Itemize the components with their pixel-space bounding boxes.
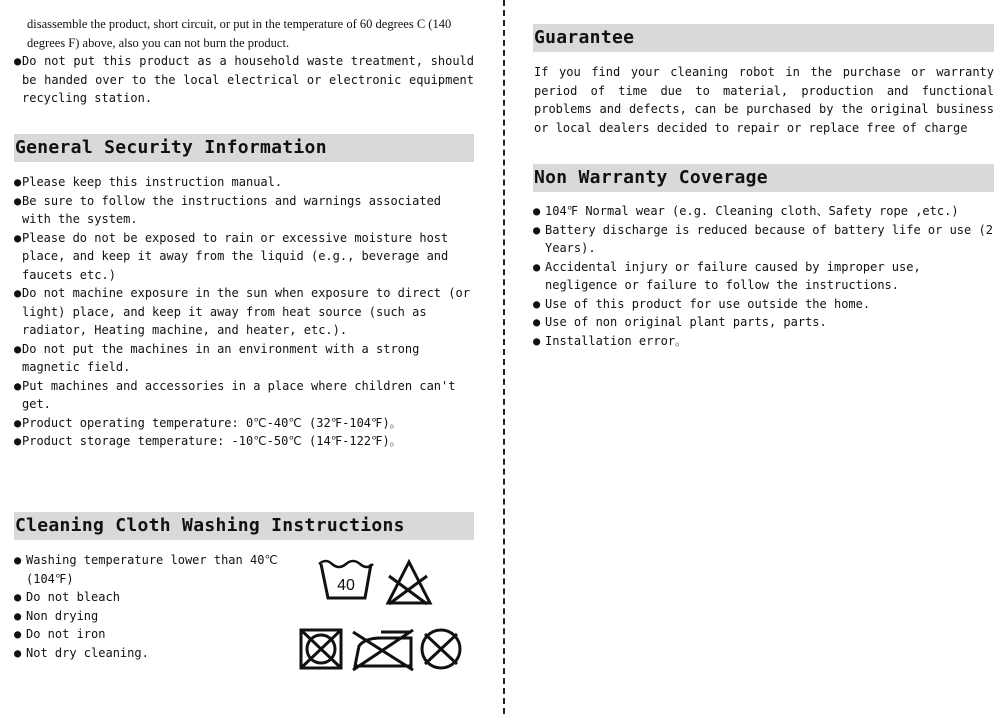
nonwarranty-heading: Non Warranty Coverage bbox=[533, 164, 994, 192]
bullet-icon: ● bbox=[14, 645, 22, 660]
no-dry-clean-icon bbox=[422, 630, 460, 668]
list-item bbox=[14, 173, 474, 192]
list-item bbox=[14, 284, 474, 340]
list-item-text: Be sure to follow the instructions and warnings associated with the system. bbox=[22, 193, 442, 226]
list-item bbox=[14, 607, 314, 626]
list-item-text: Please do not be exposed to rain or excessive moisture host place, and keep it away from the liquid (e.g., beverage and faucets etc.) bbox=[22, 230, 449, 282]
list-item bbox=[533, 258, 993, 295]
list-item-text: Not dry cleaning. bbox=[26, 645, 149, 660]
list-item-text: Use of non original plant parts, parts. bbox=[545, 315, 827, 329]
list-item-text: Product storage temperature: -10℃-50℃ (14℉-122℉)。 bbox=[22, 434, 402, 448]
list-item-text: Product operating temperature: 0℃-40℃ (32℉-104℉)。 bbox=[22, 415, 402, 430]
list-item-text: Accidental injury or failure caused by improper use, negligence or failure to follow the instructions. bbox=[545, 259, 921, 292]
recycling-note bbox=[14, 52, 474, 108]
list-item bbox=[14, 432, 474, 451]
list-item-text: Battery discharge is reduced because of battery life or use (2 Years). bbox=[545, 222, 993, 255]
nonwarranty-list bbox=[533, 202, 993, 350]
list-item-text: Do not iron bbox=[26, 627, 106, 641]
list-item bbox=[14, 588, 314, 607]
list-item-text: Do not bleach bbox=[26, 590, 120, 604]
list-item bbox=[14, 414, 474, 433]
security-list bbox=[14, 173, 474, 451]
list-item bbox=[14, 644, 314, 663]
intro-line: disassemble the product, short circuit, or put in the temperature of 60 degrees C (140 bbox=[27, 17, 452, 31]
list-item: ●Do not put this product as a household waste treatment, should be handed over to the local electrical or electronic equipment recycling station. bbox=[14, 54, 474, 105]
bullet-icon: ● bbox=[533, 315, 541, 329]
no-tumble-dry-icon bbox=[301, 630, 341, 668]
list-item bbox=[14, 340, 474, 377]
bullet-icon: ● bbox=[14, 230, 22, 245]
list-item-text: Use of this product for use outside the home. bbox=[545, 296, 871, 311]
guarantee-text: If you find your cleaning robot in the purchase or warranty period of time due to material, production and functional problems and defects, can be purchased by the original business or local dealers decided to repair or replace free of charge bbox=[534, 65, 994, 135]
intro-line: degrees F) above, also you can not burn the product. bbox=[27, 35, 290, 50]
bullet-icon: ● bbox=[533, 259, 541, 274]
bullet-icon: ● bbox=[14, 590, 22, 604]
page-divider bbox=[503, 0, 505, 714]
list-item-text: Do not machine exposure in the sun when exposure to direct (or light) place, and keep it away from heat source (such as radiator, Heating machine, and heater, etc.). bbox=[22, 286, 470, 337]
list-item bbox=[533, 202, 993, 221]
list-item-text: Do not put the machines in an environment with a strong magnetic field. bbox=[22, 341, 420, 374]
list-item bbox=[533, 332, 993, 351]
bullet-icon: ● bbox=[14, 341, 22, 356]
bullet-icon: ● bbox=[14, 286, 22, 300]
list-item bbox=[14, 192, 474, 229]
wash-temperature-label: 40 bbox=[337, 577, 355, 594]
intro-text bbox=[27, 15, 477, 52]
list-item bbox=[14, 377, 474, 414]
bullet-icon: ● bbox=[14, 608, 22, 623]
list-item-text: Washing temperature lower than 40℃ (104℉) bbox=[26, 553, 278, 586]
security-heading: General Security Information bbox=[14, 134, 474, 162]
list-item-text: Put machines and accessories in a place where children can't get. bbox=[22, 378, 456, 411]
guarantee-heading: Guarantee bbox=[533, 24, 994, 52]
bullet-icon: ● bbox=[533, 204, 541, 218]
washing-list bbox=[14, 551, 314, 662]
bullet-icon: ● bbox=[14, 553, 22, 567]
list-item-text: Non drying bbox=[26, 608, 99, 623]
no-bleach-icon bbox=[388, 562, 430, 604]
washing-heading: Cleaning Cloth Washing Instructions bbox=[14, 512, 474, 540]
list-item bbox=[533, 221, 993, 258]
bullet-icon: ● bbox=[14, 378, 22, 393]
list-item-text: Installation error。 bbox=[545, 333, 688, 348]
bullet-icon: ● bbox=[14, 175, 22, 189]
list-item-text: 104℉ Normal wear (e.g. Cleaning cloth、Safety rope ,etc.) bbox=[545, 204, 959, 218]
list-item bbox=[533, 295, 993, 314]
wash-40-icon bbox=[319, 561, 373, 598]
bullet-icon: ● bbox=[533, 333, 541, 348]
list-item bbox=[14, 551, 314, 588]
care-symbols bbox=[319, 558, 469, 673]
bullet-icon: ● bbox=[533, 222, 541, 237]
bullet-icon: ● bbox=[14, 627, 22, 641]
bullet-icon: ● bbox=[14, 415, 22, 430]
list-item bbox=[533, 313, 993, 332]
no-iron-icon bbox=[353, 630, 413, 670]
list-item-text: Please keep this instruction manual. bbox=[22, 175, 283, 189]
bullet-icon: ● bbox=[14, 193, 22, 208]
list-item bbox=[14, 625, 314, 644]
bullet-icon: ● bbox=[533, 296, 541, 311]
list-item bbox=[14, 229, 474, 285]
bullet-icon: ● bbox=[14, 434, 22, 448]
